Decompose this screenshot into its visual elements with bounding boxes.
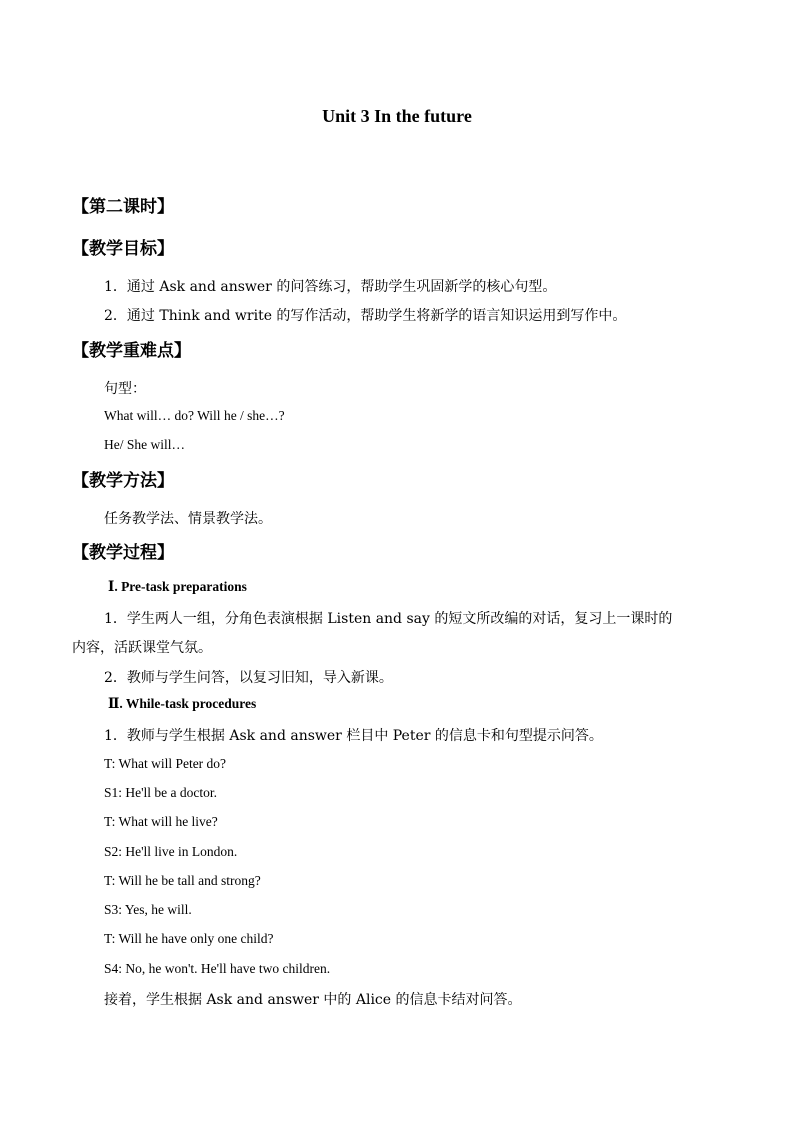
pre-task-heading: Ⅰ. Pre-task preparations	[108, 579, 247, 594]
key-point-line: He/ She will…	[104, 437, 185, 452]
objective-item: 1．通过 Ask and answer 的问答练习，帮助学生巩固新学的核心句型。	[104, 279, 557, 295]
objective-item: 2．通过 Think and write 的写作活动，帮助学生将新学的语言知识运用到写作中。	[104, 308, 627, 324]
dialogue-line: S4: No, he won't. He'll have two children.	[104, 961, 331, 976]
key-point-line: What will… do? Will he / she…?	[104, 408, 285, 423]
key-point-line: 句型：	[104, 381, 146, 397]
methods-heading: 【教学方法】	[72, 471, 174, 491]
methods-text: 任务教学法、情景教学法。	[104, 511, 272, 527]
document-title: Unit 3 In the future	[322, 106, 472, 126]
while-task-item: 1．教师与学生根据 Ask and answer 栏目中 Peter 的信息卡和句型提示问答。	[104, 728, 603, 744]
pre-task-item-continued: 内容，活跃课堂气氛。	[72, 640, 212, 656]
dialogue-line: S1: He'll be a doctor.	[104, 785, 218, 800]
while-task-heading: Ⅱ. While-task procedures	[108, 696, 257, 711]
pre-task-item: 1．学生两人一组，分角色表演根据 Listen and say 的短文所改编的对话，复习上一课时的	[104, 611, 673, 627]
dialogue-line: S2: He'll live in London.	[104, 844, 238, 859]
process-heading: 【教学过程】	[72, 543, 174, 563]
dialogue-line: T: What will Peter do?	[104, 756, 227, 771]
key-points-heading: 【教学重难点】	[72, 341, 191, 361]
dialogue-line: T: What will he live?	[104, 814, 218, 829]
dialogue-line: T: Will he have only one child?	[104, 931, 274, 946]
pre-task-item: 2．教师与学生问答，以复习旧知，导入新课。	[104, 670, 393, 686]
lesson-heading: 【第二课时】	[72, 197, 174, 217]
dialogue-line: S3: Yes, he will.	[104, 902, 192, 917]
while-task-closing: 接着，学生根据 Ask and answer 中的 Alice 的信息卡结对问答。	[104, 992, 522, 1008]
objectives-heading: 【教学目标】	[72, 239, 174, 259]
dialogue-line: T: Will he be tall and strong?	[104, 873, 261, 888]
